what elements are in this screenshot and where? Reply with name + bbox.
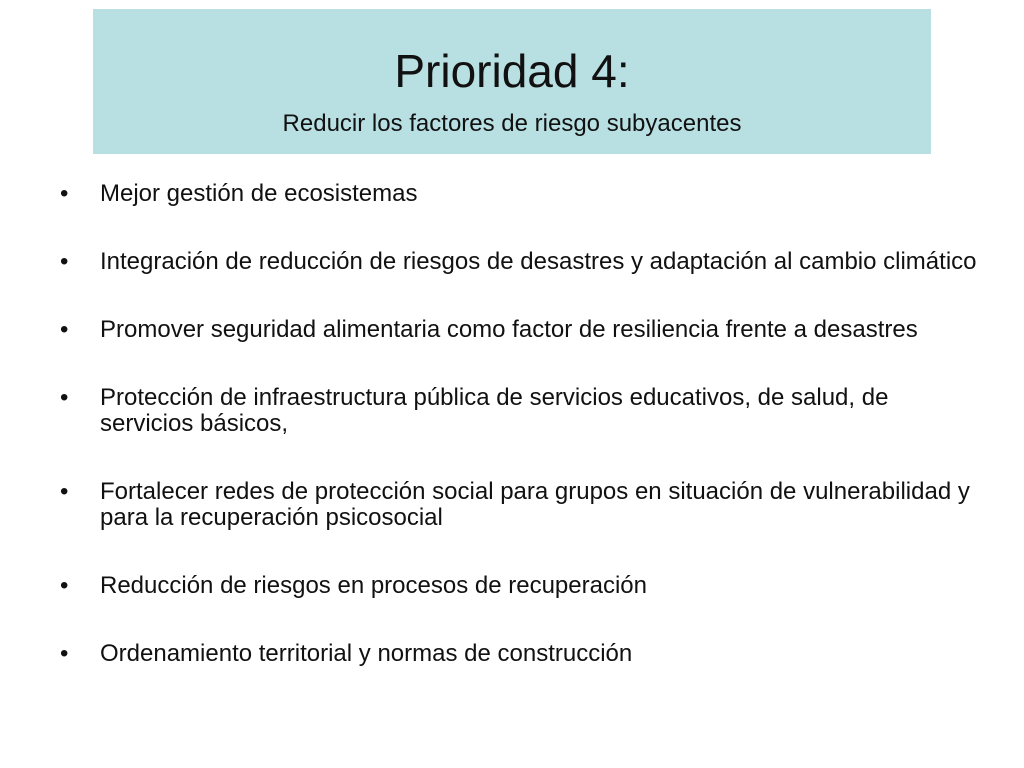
bullet-text: Reducción de riesgos en procesos de recuperación bbox=[100, 572, 647, 599]
bullet-item bbox=[60, 317, 980, 343]
bullet-icon: • bbox=[60, 316, 69, 343]
bullet-icon: • bbox=[60, 180, 69, 207]
bullet-icon: • bbox=[60, 478, 69, 505]
bullet-text: Fortalecer redes de protección social para grupos en situación de vulnerabilidad y para la recuperación psicosocial bbox=[100, 478, 970, 531]
bullet-icon: • bbox=[60, 572, 69, 599]
bullet-text: Protección de infraestructura pública de servicios educativos, de salud, de servicios básicos, bbox=[100, 384, 889, 437]
bullet-text: Mejor gestión de ecosistemas bbox=[100, 180, 418, 207]
bullet-icon: • bbox=[60, 384, 69, 411]
bullet-text: Integración de reducción de riesgos de desastres y adaptación al cambio climático bbox=[100, 248, 977, 275]
slide-title: Prioridad 4: bbox=[394, 45, 630, 97]
bullet-item bbox=[60, 385, 980, 437]
bullet-item bbox=[60, 181, 980, 207]
bullet-icon: • bbox=[60, 640, 69, 667]
title-box bbox=[93, 9, 931, 154]
bullet-item bbox=[60, 479, 980, 531]
bullet-icon: • bbox=[60, 248, 69, 275]
bullet-text: Promover seguridad alimentaria como factor de resiliencia frente a desastres bbox=[100, 316, 918, 343]
bullet-list bbox=[60, 181, 980, 667]
bullet-item bbox=[60, 641, 980, 667]
bullet-text: Ordenamiento territorial y normas de construcción bbox=[100, 640, 633, 667]
bullet-item bbox=[60, 249, 980, 275]
bullet-item bbox=[60, 573, 980, 599]
slide-subtitle: Reducir los factores de riesgo subyacentes bbox=[282, 110, 742, 137]
